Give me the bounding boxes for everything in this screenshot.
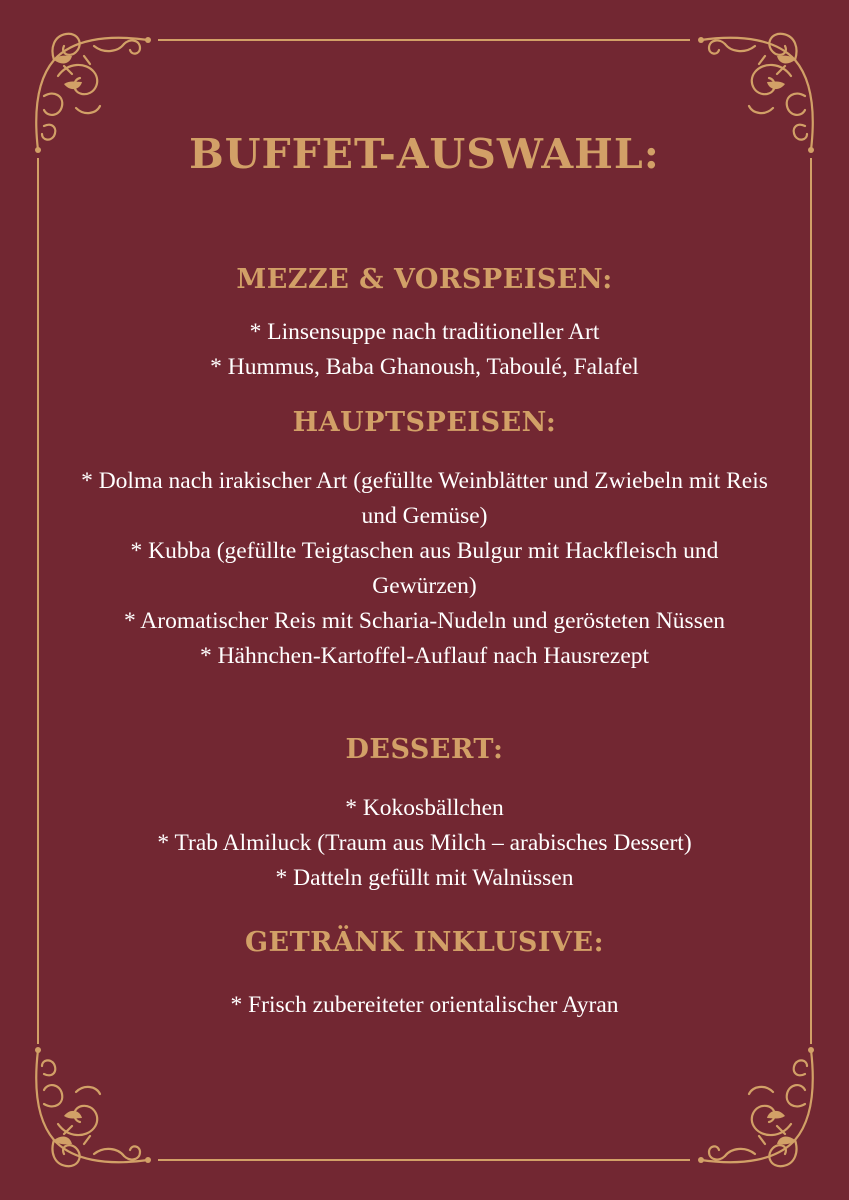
item-list-mezze [60,315,789,385]
section-heading-hauptspeisen: HAUPTSPEISEN: [292,407,557,438]
menu-item: * Hähnchen-Kartoffel-Auflauf nach Hausrezept [199,643,650,669]
menu-item: * Kokosbällchen [345,795,504,821]
menu-item: * Frisch zubereiteter orientalischer Ayran [230,992,619,1018]
menu-item: * Trab Almiluck (Traum aus Milch – arabisches Dessert) [157,830,692,856]
section-heading-getraenk: GETRÄNK INKLUSIVE: [244,927,605,958]
menu-item: * Datteln gefüllt mit Walnüssen [275,865,574,891]
section-hauptspeisen [60,405,789,674]
item-list-dessert [60,791,789,896]
menu-item: * Hummus, Baba Ghanoush, Taboulé, Falafel [210,354,639,380]
menu-item: * Dolma nach irakischer Art (gefüllte Weinblätter und Zwiebeln mit Reis und Gemüse) [81,468,768,529]
section-dessert [60,732,789,896]
section-getraenk [60,925,789,1023]
menu-title: BUFFET-AUSWAHL: [189,130,660,178]
menu-item: * Linsensuppe nach traditioneller Art [249,319,600,345]
menu-item: * Aromatischer Reis mit Scharia-Nudeln und gerösteten Nüssen [123,608,726,634]
menu-item: * Kubba (gefüllte Teigtaschen aus Bulgur mit Hackfleisch und Gewürzen) [130,538,719,599]
item-list-getraenk [60,988,789,1023]
corner-ornament-bottom-left-icon [24,1044,154,1174]
item-list-hauptspeisen [60,464,789,674]
section-heading-dessert: DESSERT: [345,734,504,765]
corner-ornament-bottom-right-icon [695,1044,825,1174]
section-mezze [60,262,789,385]
section-heading-mezze: MEZZE & VORSPEISEN: [236,264,613,295]
